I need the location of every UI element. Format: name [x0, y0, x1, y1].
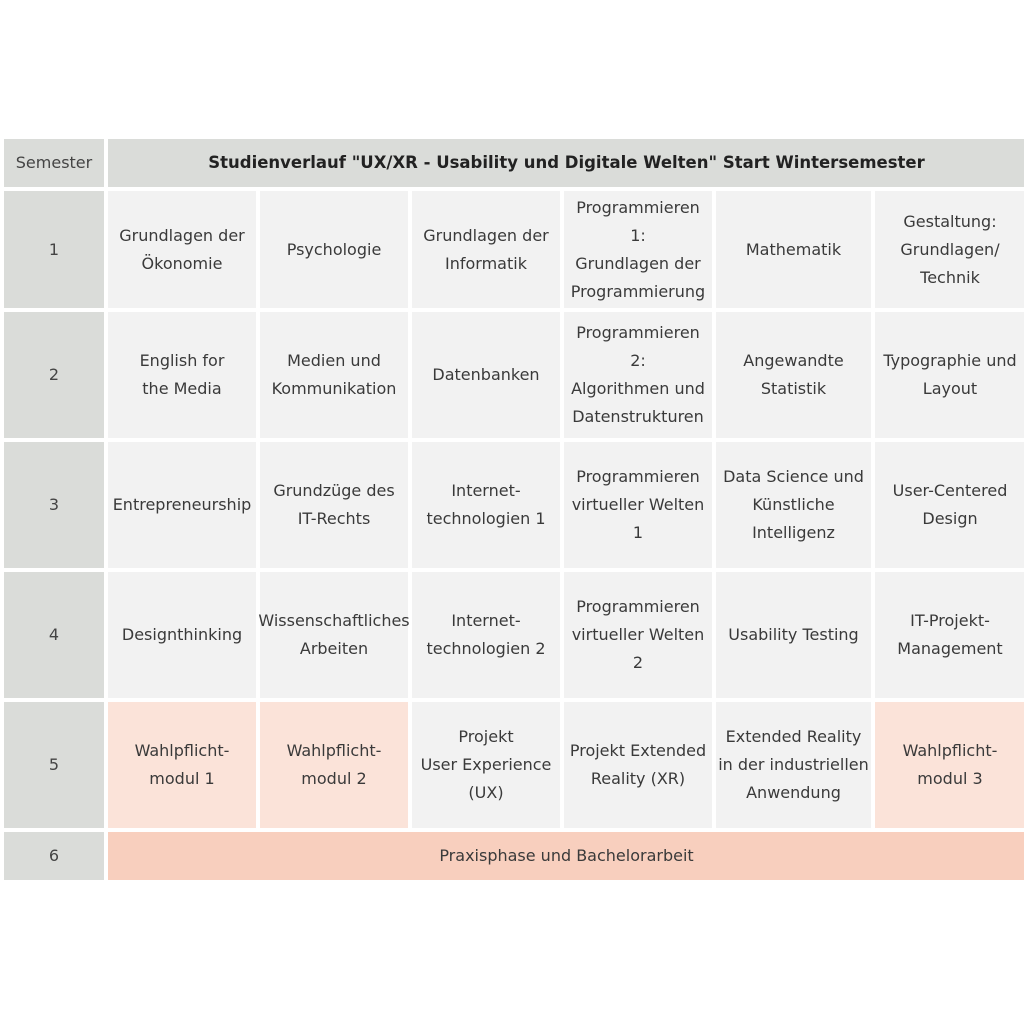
- module-cell: Programmieren virtueller Welten 2: [564, 572, 712, 698]
- module-cell: IT-Projekt- Management: [875, 572, 1024, 698]
- module-cell: Extended Reality in der industriellen Anwendung: [716, 702, 871, 828]
- semester-number: 4: [4, 572, 104, 698]
- module-cell: Angewandte Statistik: [716, 312, 871, 438]
- semester-column-header: Semester: [4, 139, 104, 187]
- semester-number: 5: [4, 702, 104, 828]
- module-cell: Internet- technologien 1: [412, 442, 560, 568]
- module-cell: Usability Testing: [716, 572, 871, 698]
- module-cell: Wissenschaftliches Arbeiten: [260, 572, 408, 698]
- module-cell: Programmieren 1: Grundlagen der Programmierung: [564, 191, 712, 308]
- module-cell: Psychologie: [260, 191, 408, 308]
- semester-number: 2: [4, 312, 104, 438]
- semester-number: 1: [4, 191, 104, 308]
- elective-module-cell: Wahlpflicht- modul 1: [108, 702, 256, 828]
- module-cell: Internet- technologien 2: [412, 572, 560, 698]
- module-cell: Projekt User Experience (UX): [412, 702, 560, 828]
- module-cell: English for the Media: [108, 312, 256, 438]
- study-plan-table: [4, 139, 1024, 880]
- elective-module-cell: Wahlpflicht- modul 3: [875, 702, 1024, 828]
- module-cell: Grundzüge des IT-Rechts: [260, 442, 408, 568]
- module-cell: User-Centered Design: [875, 442, 1024, 568]
- module-cell: Data Science und Künstliche Intelligenz: [716, 442, 871, 568]
- module-cell: Grundlagen der Informatik: [412, 191, 560, 308]
- module-cell: Projekt Extended Reality (XR): [564, 702, 712, 828]
- module-cell: Mathematik: [716, 191, 871, 308]
- module-cell: Gestaltung: Grundlagen/ Technik: [875, 191, 1024, 308]
- module-cell: Datenbanken: [412, 312, 560, 438]
- table-title: Studienverlauf "UX/XR - Usability und Digitale Welten" Start Wintersemester: [108, 139, 1024, 187]
- elective-module-cell: Wahlpflicht- modul 2: [260, 702, 408, 828]
- module-cell: Programmieren virtueller Welten 1: [564, 442, 712, 568]
- module-cell: Medien und Kommunikation: [260, 312, 408, 438]
- module-cell: Grundlagen der Ökonomie: [108, 191, 256, 308]
- semester-number: 3: [4, 442, 104, 568]
- semester-number: 6: [4, 832, 104, 880]
- module-cell: Entrepreneurship: [108, 442, 256, 568]
- practice-phase-cell: Praxisphase und Bachelorarbeit: [108, 832, 1024, 880]
- module-cell: Programmieren 2: Algorithmen und Datenstrukturen: [564, 312, 712, 438]
- module-cell: Typographie und Layout: [875, 312, 1024, 438]
- module-cell: Designthinking: [108, 572, 256, 698]
